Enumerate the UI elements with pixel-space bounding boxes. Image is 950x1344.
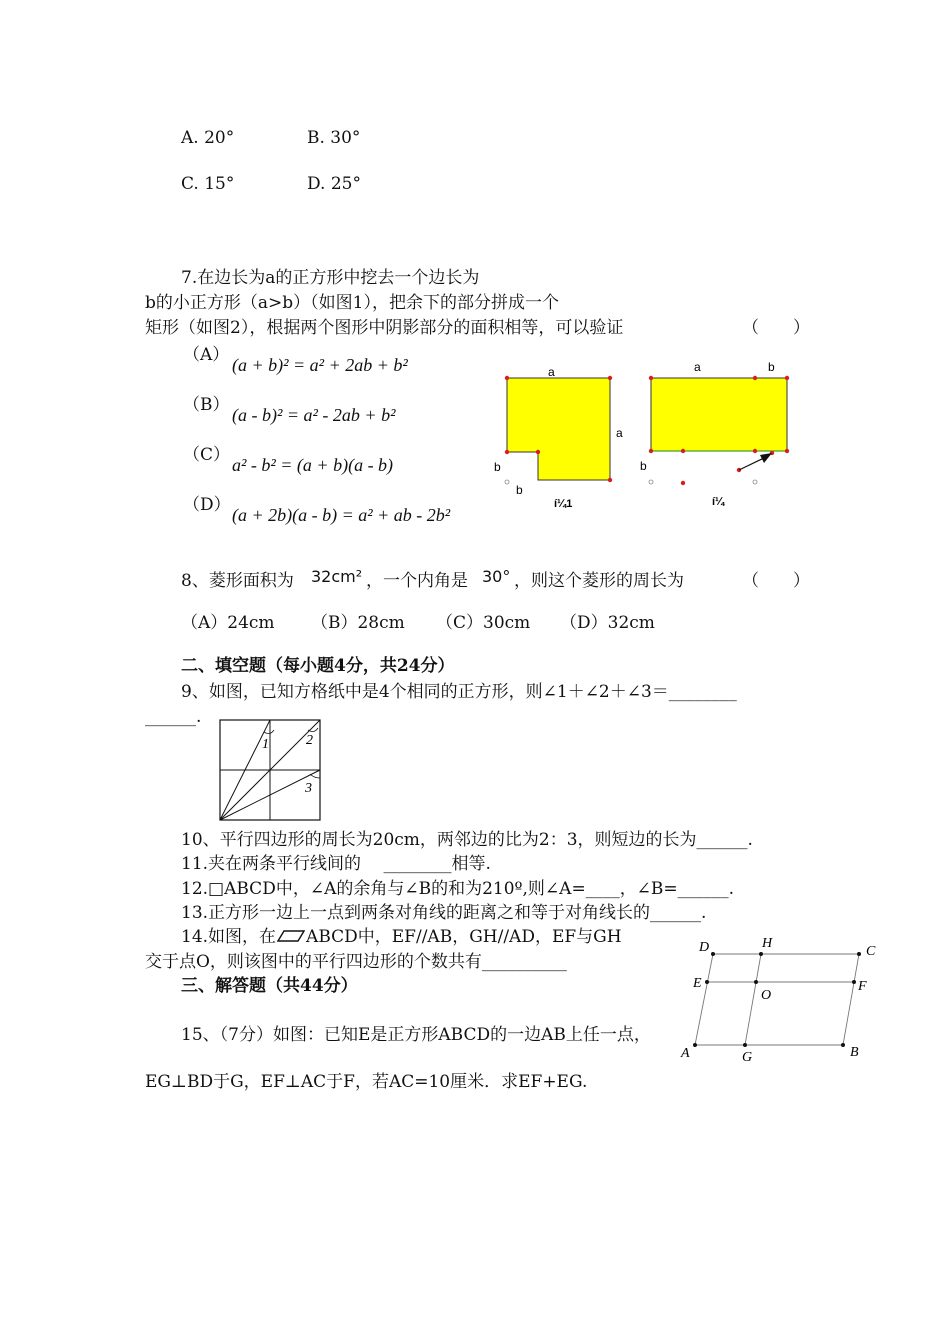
point-c-label: C [866,944,876,959]
point-d-label: D [699,940,710,955]
q7-option-c-formula: a² - b² = (a + b)(a - b) [232,455,394,475]
q8-answer-paren: （ ） [742,571,810,591]
section-2-title: 二、填空题（每小题4分，共24分） [181,656,455,676]
point-g-label: G [742,1050,753,1065]
q11-text: 11.夹在两条平行线间的 ________相等. [181,854,491,874]
q12-text: 12.□ABCD中，∠A的余角与∠B的和为210º,则∠A=____，∠B=______. [181,879,735,899]
q8-option-a: （A）24cm [181,613,275,633]
q7-figure-1 [494,365,623,510]
q6-option-a: A. 20° [181,128,235,148]
q8-area: 32cm² [311,567,363,586]
q9-line-2: ______. [145,707,202,727]
q8-text-mid: ，一个内角是 [366,571,468,591]
angle-1-label: 1 [262,737,269,752]
fig1-label-b-left: b [494,460,501,474]
q14-line-1 [181,926,622,948]
fig2-shaded-rect [651,378,787,451]
point-e-label: E [693,976,702,991]
fig1-label-b-bottom: b [516,483,523,497]
q7-option-b-formula: (a - b)² = a² - 2ab + b² [232,405,396,425]
q8-option-d: （D）32cm [560,613,655,633]
point-a-label: A [681,1046,690,1061]
q14-parallelogram-figure [675,930,885,1070]
fig1-label-right: a [616,426,623,440]
q7-option-d-formula: (a + 2b)(a - b) = a² + ab - 2b² [232,505,451,525]
section-3-title: 三、解答题（共44分） [181,976,358,996]
angle-3-label: 3 [305,781,312,796]
q13-text: 13.正方形一边上一点到两条对角线的距离之和等于对角线长的______. [181,903,707,923]
point-o-label: O [761,988,772,1003]
q14-line-1-post: ABCD中，EF//AB，GH//AD，EF与GH [306,927,622,947]
q8-angle: 30° [482,567,511,586]
q7-option-a-label: （A） [183,345,230,365]
q14-line-2: 交于点O，则该图中的平行四边形的个数共有__________ [145,952,567,972]
fig2-label-left: b [640,459,647,473]
parallelogram-symbol-icon [277,929,305,943]
fig1-shaded-shape [507,378,610,480]
q6-option-d: D. 25° [307,174,361,194]
q8-option-c: （C）30cm [436,613,531,633]
q7-option-a-formula: (a + b)² = a² + 2ab + b² [232,355,408,375]
q6-option-b: B. 30° [307,128,361,148]
q9-grid-figure [218,718,324,822]
point-h-label: H [762,936,773,951]
q15-line-1: 15、（7分）如图：已知E是正方形ABCD的一边AB上任一点， [181,1025,651,1045]
q6-option-c: C. 15° [181,174,235,194]
q7-option-d-label: （D） [183,495,231,515]
fig2-label-b: b [768,360,775,374]
q7-figures [480,355,810,515]
q7-figure-2 [640,360,789,508]
point-f-label: F [858,979,867,994]
fig1-caption: í¼1 [554,498,573,510]
fig1-label-top: a [548,365,555,379]
q7-line-3: 矩形（如图2），根据两个图形中阴影部分的面积相等，可以验证 [145,318,624,338]
point-b-label: B [850,1045,859,1060]
q7-option-b-label: （B） [183,395,230,415]
q7-line-1: 7.在边长为a的正方形中挖去一个边长为 [181,268,480,288]
angle-2-label: 2 [306,733,313,748]
q9-line-1: 9、如图，已知方格纸中是4个相同的正方形，则∠1＋∠2＋∠3＝________ [181,682,737,702]
fig2-label-a: a [694,360,701,374]
q10-text: 10、平行四边形的周长为20cm，两邻边的比为2：3，则短边的长为______. [181,830,753,850]
q8-text-post: ，则这个菱形的周长为 [514,571,684,591]
q7-line-2: b的小正方形（a>b）（如图1），把余下的部分拼成一个 [145,293,559,313]
q7-option-c-label: （C） [183,445,231,465]
q7-answer-paren: （ ） [742,318,810,338]
q8-text-pre: 8、菱形面积为 [181,571,294,591]
q15-line-2: EG⊥BD于G，EF⊥AC于F，若AC=10厘米．求EF+EG. [145,1072,588,1092]
q14-line-1-pre: 14.如图，在 [181,927,277,947]
q8-option-b: （B）28cm [311,613,405,633]
fig2-caption: í¼ [712,496,725,508]
